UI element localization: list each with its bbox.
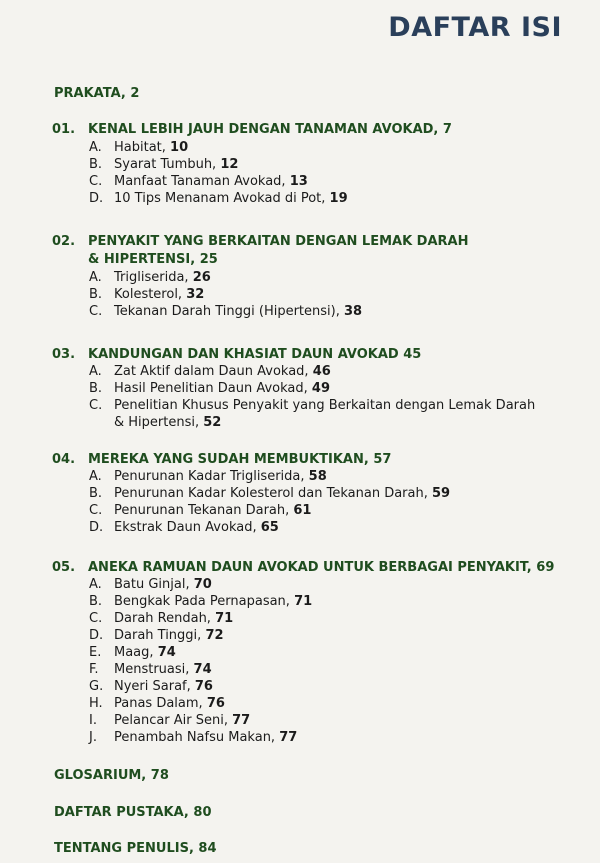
toc-entry-prakata[interactable]: PRAKATA, 2 bbox=[54, 86, 140, 101]
item-page: 58 bbox=[308, 469, 327, 484]
toc-entry-glosarium[interactable]: GLOSARIUM, 78 bbox=[54, 768, 169, 783]
item-letter: G. bbox=[89, 679, 104, 694]
item-letter: J. bbox=[89, 730, 97, 745]
toc-item[interactable] bbox=[114, 287, 204, 302]
item-text: Batu Ginjal, bbox=[114, 577, 190, 592]
item-text: Hasil Penelitian Daun Avokad, bbox=[114, 381, 308, 396]
item-page: 59 bbox=[432, 486, 451, 501]
item-page: 38 bbox=[344, 304, 363, 319]
item-letter: B. bbox=[89, 594, 103, 609]
item-text: Darah Rendah, bbox=[114, 611, 211, 626]
item-letter: C. bbox=[89, 398, 103, 413]
item-page: 74 bbox=[193, 662, 212, 677]
item-letter: A. bbox=[89, 469, 102, 484]
item-text: 10 Tips Menanam Avokad di Pot, bbox=[114, 191, 326, 206]
chapter-number: 01. bbox=[52, 122, 76, 137]
item-page: 26 bbox=[192, 270, 211, 285]
item-letter: D. bbox=[89, 520, 104, 535]
toc-item-continued[interactable] bbox=[114, 415, 221, 430]
item-page: 74 bbox=[157, 645, 176, 660]
item-page: 77 bbox=[232, 713, 251, 728]
toc-item[interactable] bbox=[114, 270, 211, 285]
toc-item[interactable] bbox=[114, 611, 233, 626]
chapter-title[interactable]: MEREKA YANG SUDAH MEMBUKTIKAN, 57 bbox=[88, 452, 392, 467]
item-page: 10 bbox=[170, 140, 189, 155]
toc-entry-daftar-pustaka[interactable]: DAFTAR PUSTAKA, 80 bbox=[54, 805, 212, 820]
chapter-title[interactable]: PENYAKIT YANG BERKAITAN DENGAN LEMAK DARAH bbox=[88, 234, 469, 249]
chapter-title-continued[interactable]: & HIPERTENSI, 25 bbox=[88, 252, 218, 267]
item-text: & Hipertensi, bbox=[114, 415, 200, 430]
item-page: 70 bbox=[193, 577, 212, 592]
item-text: Penurunan Kadar Kolesterol dan Tekanan Darah, bbox=[114, 486, 428, 501]
toc-item[interactable] bbox=[114, 520, 279, 535]
item-page: 76 bbox=[206, 696, 225, 711]
chapter-number: 02. bbox=[52, 234, 76, 249]
item-page: 49 bbox=[311, 381, 331, 396]
item-letter: D. bbox=[89, 628, 104, 643]
item-letter: I. bbox=[89, 713, 97, 728]
item-letter: B. bbox=[89, 486, 103, 501]
chapter-title[interactable]: KENAL LEBIH JAUH DENGAN TANAMAN AVOKAD, 7 bbox=[88, 122, 452, 137]
chapter-number: 03. bbox=[52, 347, 76, 362]
toc-entry-tentang-penulis[interactable]: TENTANG PENULIS, 84 bbox=[54, 841, 217, 856]
item-page: 71 bbox=[215, 611, 234, 626]
item-page: 72 bbox=[205, 628, 224, 643]
item-letter: B. bbox=[89, 157, 103, 172]
item-text: Maag, bbox=[114, 645, 154, 660]
item-text: Kolesterol, bbox=[114, 287, 183, 302]
toc-item[interactable] bbox=[114, 577, 212, 592]
item-text: Tekanan Darah Tinggi (Hipertensi), bbox=[114, 304, 340, 319]
item-page: 71 bbox=[294, 594, 313, 609]
item-text: Manfaat Tanaman Avokad, bbox=[114, 174, 286, 189]
item-letter: A. bbox=[89, 364, 102, 379]
item-page: 12 bbox=[220, 157, 239, 172]
chapter-title[interactable]: ANEKA RAMUAN DAUN AVOKAD UNTUK BERBAGAI PENYAKIT, 69 bbox=[88, 560, 555, 575]
item-letter: D. bbox=[89, 191, 104, 206]
item-page: 13 bbox=[289, 174, 308, 189]
toc-item[interactable] bbox=[114, 503, 311, 518]
item-text: Zat Aktif dalam Daun Avokad, bbox=[114, 364, 309, 379]
item-letter: C. bbox=[89, 503, 103, 518]
item-text: Penurunan Tekanan Darah, bbox=[114, 503, 290, 518]
page-title: DAFTAR ISI bbox=[388, 12, 562, 43]
item-page: 52 bbox=[203, 415, 222, 430]
toc-item[interactable] bbox=[114, 469, 327, 484]
item-page: 19 bbox=[329, 191, 348, 206]
item-text: Penambah Nafsu Makan, bbox=[114, 730, 276, 745]
toc-item[interactable] bbox=[114, 191, 348, 206]
item-text: Menstruasi, bbox=[114, 662, 190, 677]
item-text: Darah Tinggi, bbox=[114, 628, 202, 643]
item-text: Trigliserida, bbox=[114, 270, 189, 285]
item-page: 77 bbox=[279, 730, 298, 745]
chapter-number: 05. bbox=[52, 560, 76, 575]
item-letter: H. bbox=[89, 696, 103, 711]
toc-item[interactable] bbox=[114, 157, 238, 172]
toc-item[interactable] bbox=[114, 713, 250, 728]
toc-item[interactable] bbox=[114, 364, 331, 379]
item-letter: C. bbox=[89, 174, 103, 189]
chapter-title[interactable]: KANDUNGAN DAN KHASIAT DAUN AVOKAD 45 bbox=[88, 347, 422, 362]
item-letter: B. bbox=[89, 287, 103, 302]
item-page: 32 bbox=[186, 287, 205, 302]
toc-item[interactable] bbox=[114, 628, 224, 643]
item-text: Penelitian Khusus Penyakit yang Berkaitan dengan Lemak Darah bbox=[114, 398, 536, 413]
item-page: 76 bbox=[194, 679, 213, 694]
item-page: 46 bbox=[312, 364, 331, 379]
toc-item[interactable] bbox=[114, 140, 188, 155]
toc-item[interactable] bbox=[114, 594, 312, 609]
item-page: 61 bbox=[293, 503, 312, 518]
toc-item[interactable] bbox=[114, 398, 535, 413]
item-letter: F. bbox=[89, 662, 99, 677]
toc-item[interactable] bbox=[114, 645, 176, 660]
toc-item[interactable] bbox=[114, 730, 297, 745]
item-letter: A. bbox=[89, 140, 102, 155]
chapter-number: 04. bbox=[52, 452, 76, 467]
item-text: Pelancar Air Seni, bbox=[114, 713, 228, 728]
toc-item[interactable] bbox=[114, 381, 330, 396]
item-text: Nyeri Saraf, bbox=[114, 679, 191, 694]
toc-item[interactable] bbox=[114, 304, 362, 319]
item-text: Panas Dalam, bbox=[114, 696, 203, 711]
item-letter: A. bbox=[89, 270, 102, 285]
item-letter: E. bbox=[89, 645, 102, 660]
item-letter: B. bbox=[89, 381, 103, 396]
item-text: Ekstrak Daun Avokad, bbox=[114, 520, 257, 535]
item-text: Habitat, bbox=[114, 140, 166, 155]
item-text: Penurunan Kadar Trigliserida, bbox=[114, 469, 305, 484]
item-letter: C. bbox=[89, 611, 103, 626]
item-text: Syarat Tumbuh, bbox=[114, 157, 217, 172]
item-letter: C. bbox=[89, 304, 103, 319]
toc-item[interactable] bbox=[114, 696, 225, 711]
toc-item[interactable] bbox=[114, 662, 212, 677]
toc-item[interactable] bbox=[114, 486, 450, 501]
item-page: 65 bbox=[260, 520, 279, 535]
item-letter: A. bbox=[89, 577, 102, 592]
toc-item[interactable] bbox=[114, 174, 308, 189]
toc-item[interactable] bbox=[114, 679, 213, 694]
item-text: Bengkak Pada Pernapasan, bbox=[114, 594, 290, 609]
